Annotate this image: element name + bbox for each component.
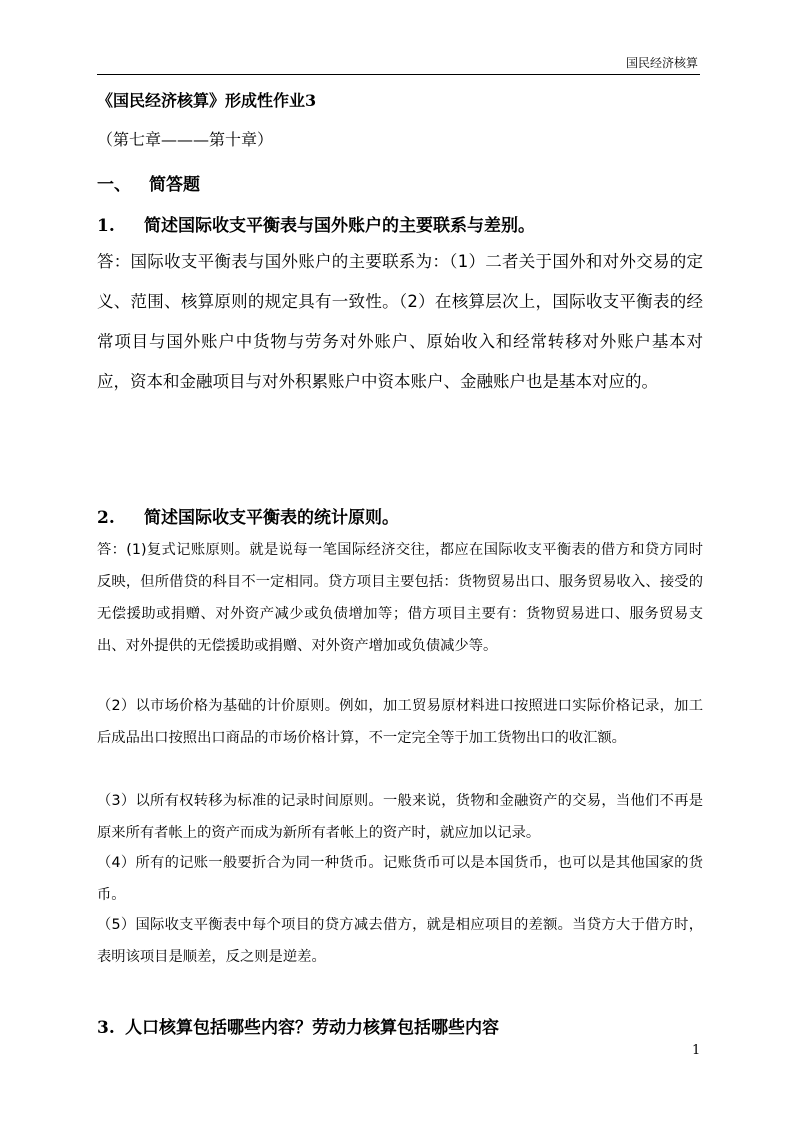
question-text: 简述国际收支平衡表与国外账户的主要联系与差别。 xyxy=(144,216,535,236)
document-title: 《国民经济核算》形成性作业3 xyxy=(97,91,317,110)
chapter-range: （第七章———第十章） xyxy=(97,130,274,149)
page-number: 1 xyxy=(692,1043,701,1058)
answer-1: 答：国际收支平衡表与国外账户的主要联系为：（1）二者关于国外和对外交易的定义、范围、核算原则的规定具有一致性。（2）在核算层次上，国际收支平衡表的经常项目与国外账户中货物与劳务对外账户、原始收入和经常转移对外账户基本对应，资本和金融项目与对外积累账户中资本账户、金融账户也是基本对应的。 xyxy=(97,252,703,391)
question-number: 2. xyxy=(97,508,115,528)
page-header xyxy=(97,48,700,75)
header-title: 国民经济核算 xyxy=(625,56,698,70)
question-text: 人口核算包括哪些内容？劳动力核算包括哪些内容 xyxy=(125,1018,499,1038)
question-3 xyxy=(97,1013,499,1038)
question-number: 3. xyxy=(97,1018,115,1038)
question-1 xyxy=(97,211,535,236)
section-title: 简答题 xyxy=(149,175,200,195)
answer-2-paragraph-4: （4）所有的记账一般要折合为同一种货币。记账货币可以是本国货币，也可以是其他国家的货币。 xyxy=(97,855,703,903)
answer-2-paragraph-1: 答：(1)复式记账原则。就是说每一笔国际经济交往，都应在国际收支平衡表的借方和贷方同时反映，但所借贷的科目不一定相同。贷方项目主要包括：货物贸易出口、服务贸易收入、接受的无偿援助或捐赠、对外资产减少或负债增加等；借方项目主要有：货物贸易进口、服务贸易支出、对外提供的无偿援助或捐赠、对外资产增加或负债减少等。 xyxy=(97,542,703,654)
section-number: 一、 xyxy=(97,175,131,195)
answer-2-paragraph-5: （5）国际收支平衡表中每个项目的贷方减去借方，就是相应项目的差额。当贷方大于借方时，表明该项目是顺差，反之则是逆差。 xyxy=(97,917,703,965)
question-2 xyxy=(97,503,399,528)
section-heading xyxy=(97,170,200,195)
answer-2-paragraph-3: （3）以所有权转移为标准的记录时间原则。一般来说，货物和金融资产的交易，当他们不再是原来所有者帐上的资产而成为新所有者帐上的资产时，就应加以记录。 xyxy=(97,793,703,841)
answer-2-paragraph-2: （2）以市场价格为基础的计价原则。例如，加工贸易原材料进口按照进口实际价格记录，加工后成品出口按照出口商品的市场价格计算，不一定完全等于加工货物出口的收汇额。 xyxy=(97,698,703,746)
question-text: 简述国际收支平衡表的统计原则。 xyxy=(144,508,399,528)
question-number: 1. xyxy=(97,216,115,236)
